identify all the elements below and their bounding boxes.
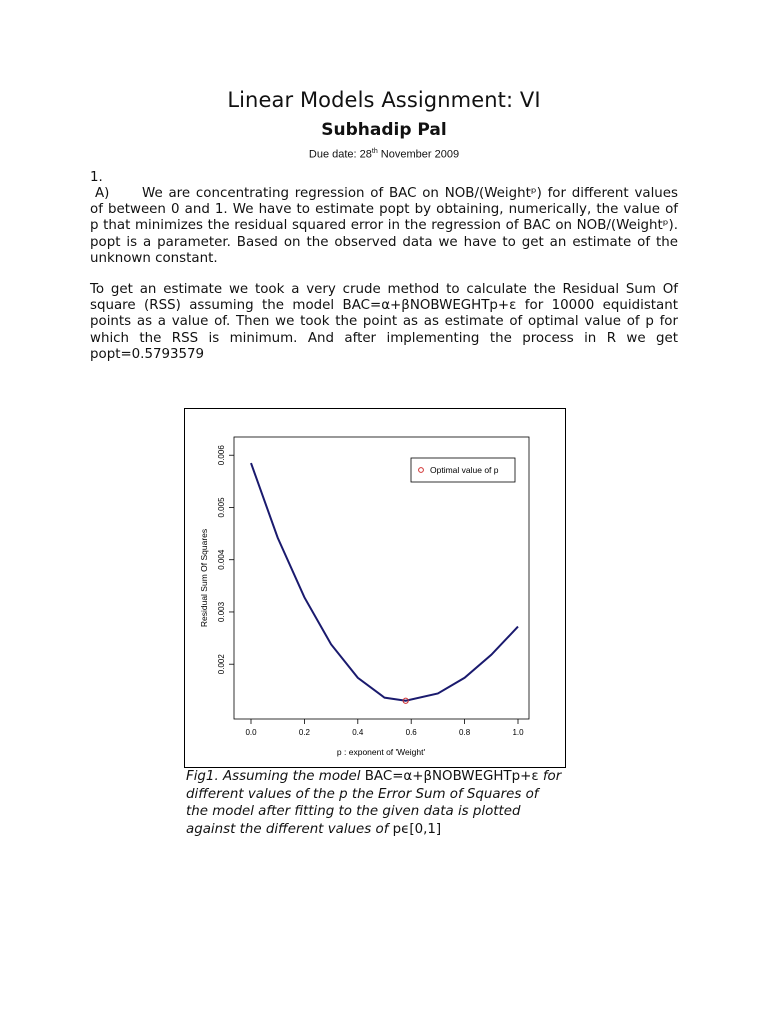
question-number: 1. xyxy=(90,170,103,185)
rss-figure xyxy=(184,408,566,768)
legend xyxy=(411,458,515,482)
part-label: A) xyxy=(95,186,110,201)
caption-body: for different values of the p the Error Sum of Squares of the model after fitting to the given data is plotted against the different values of xyxy=(186,769,562,837)
due-date-prefix: Due date: 28 xyxy=(308,148,372,161)
caption-domain: pϵ[0,1] xyxy=(392,821,442,837)
rss-chart xyxy=(185,409,564,766)
y-tick-label: 0.004 xyxy=(217,549,226,570)
caption-model: BAC=α+βNOBWEGHTp+ε xyxy=(364,769,539,784)
document-title: Linear Models Assignment: VI xyxy=(227,88,541,112)
y-tick-label: 0.005 xyxy=(217,497,226,518)
y-tick-label: 0.003 xyxy=(217,601,226,622)
y-axis-title: Residual Sum Of Squares xyxy=(199,528,209,628)
x-axis-title: p : exponent of 'Weight' xyxy=(336,747,426,757)
author-name: Subhadip Pal xyxy=(321,120,447,140)
paragraph-method: To get an estimate we took a very crude method to calculate the Residual Sum Of square (RSS) assuming the model BAC=α+βNOBWEGHTp+ε for 10000 equidistant points as a value of. Then we took the point as as estimate of optimal value of p for which the RSS is minimum. And after implementing the process in R we get popt=0.5793579 xyxy=(90,282,678,362)
caption-prefix: Fig1. Assuming the model xyxy=(186,769,365,784)
x-tick-label: 0.0 xyxy=(245,728,257,737)
due-date xyxy=(0,148,768,161)
paragraph-a-text: We are concentrating regression of BAC on NOB/(Weightᵖ) for different values of between 0 and 1. We have to estimate popt by obtaining, numerically, the value of p that minimizes the residual squared error in the regression of BAC on NOB/(Weightᵖ). popt is a parameter. Based on the observed data we have to get an estimate of the unknown constant. xyxy=(90,186,678,266)
x-tick-label: 0.4 xyxy=(352,728,364,737)
y-tick-label: 0.002 xyxy=(217,654,226,675)
x-tick-label: 0.2 xyxy=(298,728,310,737)
x-axis xyxy=(245,719,524,737)
due-date-ordinal: th xyxy=(371,148,378,155)
paragraph-part-a xyxy=(90,186,678,267)
x-tick-label: 0.6 xyxy=(405,728,417,737)
y-axis xyxy=(217,445,234,675)
x-tick-label: 1.0 xyxy=(512,728,524,737)
legend-label: Optimal value of p xyxy=(430,465,499,475)
x-tick-label: 0.8 xyxy=(459,728,471,737)
y-tick-label: 0.006 xyxy=(217,445,226,466)
due-date-suffix: November 2009 xyxy=(377,148,460,161)
figure-caption xyxy=(186,768,564,838)
rss-curve xyxy=(251,463,518,701)
